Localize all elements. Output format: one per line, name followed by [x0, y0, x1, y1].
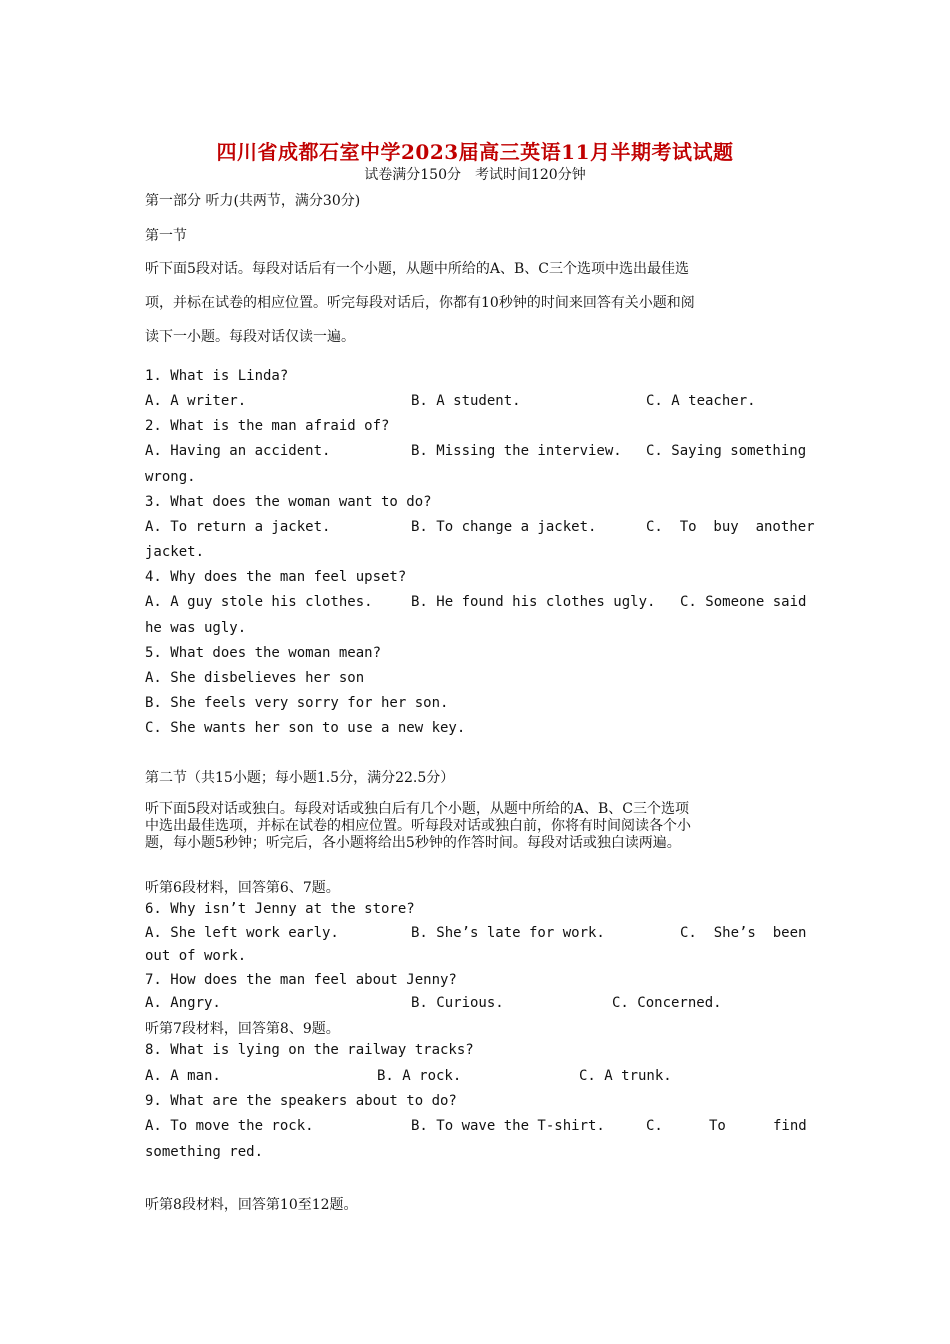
- question-8-option-a: A. A man.: [145, 1068, 221, 1084]
- question-3-option-b: B. To change a jacket.: [411, 519, 597, 535]
- section1-instructions-line-3: 读下一小题。每段对话仅读一遍。: [145, 329, 355, 345]
- section2-instructions-line-3: 题，每小题5秒钟；听完后，各小题将给出5秒钟的作答时间。每段对话或独白读两遍。: [145, 835, 681, 851]
- question-4-option-b: B. He found his clothes ugly.: [411, 594, 656, 610]
- part1-heading: 第一部分 听力(共两节，满分30分): [145, 193, 361, 209]
- question-2-option-b: B. Missing the interview.: [411, 443, 622, 459]
- section2-instructions-line-2: 中选出最佳选项，并标在试卷的相应位置。听每段对话或独白前，你将有时间阅读各个小: [145, 818, 691, 834]
- question-9-option-c-label: C.: [646, 1118, 663, 1134]
- question-2-option-c: C. Saying something: [646, 443, 807, 459]
- question-1-option-c: C. A teacher.: [646, 393, 756, 409]
- question-2-option-a: A. Having an accident.: [145, 443, 331, 459]
- question-7-stem: 7. How does the man feel about Jenny?: [145, 972, 457, 988]
- section2-heading: 第二节（共15小题；每小题1.5分，满分22.5分）: [145, 770, 455, 786]
- question-6-option-a: A. She left work early.: [145, 925, 339, 941]
- question-5-option-c: C. She wants her son to use a new key.: [145, 720, 466, 736]
- question-4-option-a: A. A guy stole his clothes.: [145, 594, 373, 610]
- question-8-option-c: C. A trunk.: [579, 1068, 672, 1084]
- page-title: 四川省成都石室中学2023届高三英语11月半期考试试题: [216, 140, 734, 164]
- section1-instructions-line-2: 项，并标在试卷的相应位置。听完每段对话后，你都有10秒钟的时间来回答有关小题和阅: [145, 295, 695, 311]
- question-3-stem: 3. What does the woman want to do?: [145, 494, 432, 510]
- question-1-option-b: B. A student.: [411, 393, 521, 409]
- question-7-option-b: B. Curious.: [411, 995, 504, 1011]
- question-3-option-a: A. To return a jacket.: [145, 519, 331, 535]
- question-9-option-c-word-1: To: [709, 1118, 726, 1134]
- question-4-stem: 4. Why does the man feel upset?: [145, 569, 407, 585]
- question-6-option-b: B. She’s late for work.: [411, 925, 605, 941]
- question-2-stem: 2. What is the man afraid of?: [145, 418, 390, 434]
- question-6-option-c-continued: out of work.: [145, 948, 247, 964]
- question-9-option-b: B. To wave the T-shirt.: [411, 1118, 605, 1134]
- material-8-heading: 听第8段材料，回答第10至12题。: [145, 1197, 358, 1213]
- question-4-option-c-continued: he was ugly.: [145, 620, 247, 636]
- question-8-option-b: B. A rock.: [377, 1068, 462, 1084]
- question-9-option-c-word-2: find: [773, 1118, 807, 1134]
- question-1-stem: 1. What is Linda?: [145, 368, 289, 384]
- question-9-option-c-continued: something red.: [145, 1144, 264, 1160]
- question-3-option-c: C. To buy another: [646, 519, 815, 535]
- question-2-option-c-continued: wrong.: [145, 469, 196, 485]
- question-5-option-b: B. She feels very sorry for her son.: [145, 695, 449, 711]
- question-7-option-a: A. Angry.: [145, 995, 221, 1011]
- section1-instructions-line-1: 听下面5段对话。每段对话后有一个小题，从题中所给的A、B、C三个选项中选出最佳选: [145, 261, 690, 277]
- question-9-stem: 9. What are the speakers about to do?: [145, 1093, 457, 1109]
- question-6-option-c: C. She’s been: [680, 925, 807, 941]
- question-9-option-a: A. To move the rock.: [145, 1118, 314, 1134]
- question-5-stem: 5. What does the woman mean?: [145, 645, 382, 661]
- section2-instructions-line-1: 听下面5段对话或独白。每段对话或独白后有几个小题，从题中所给的A、B、C三个选项: [145, 801, 690, 817]
- question-4-option-c: C. Someone said: [680, 594, 807, 610]
- question-1-option-a: A. A writer.: [145, 393, 247, 409]
- section1-heading: 第一节: [145, 228, 187, 244]
- question-6-stem: 6. Why isn’t Jenny at the store?: [145, 901, 415, 917]
- question-3-option-c-continued: jacket.: [145, 544, 205, 560]
- exam-info: 试卷满分150分 考试时间120分钟: [364, 167, 586, 183]
- question-8-stem: 8. What is lying on the railway tracks?: [145, 1042, 474, 1058]
- material-6-heading: 听第6段材料，回答第6、7题。: [145, 880, 340, 896]
- question-5-option-a: A. She disbelieves her son: [145, 670, 365, 686]
- material-7-heading: 听第7段材料，回答第8、9题。: [145, 1021, 340, 1037]
- question-7-option-c: C. Concerned.: [612, 995, 722, 1011]
